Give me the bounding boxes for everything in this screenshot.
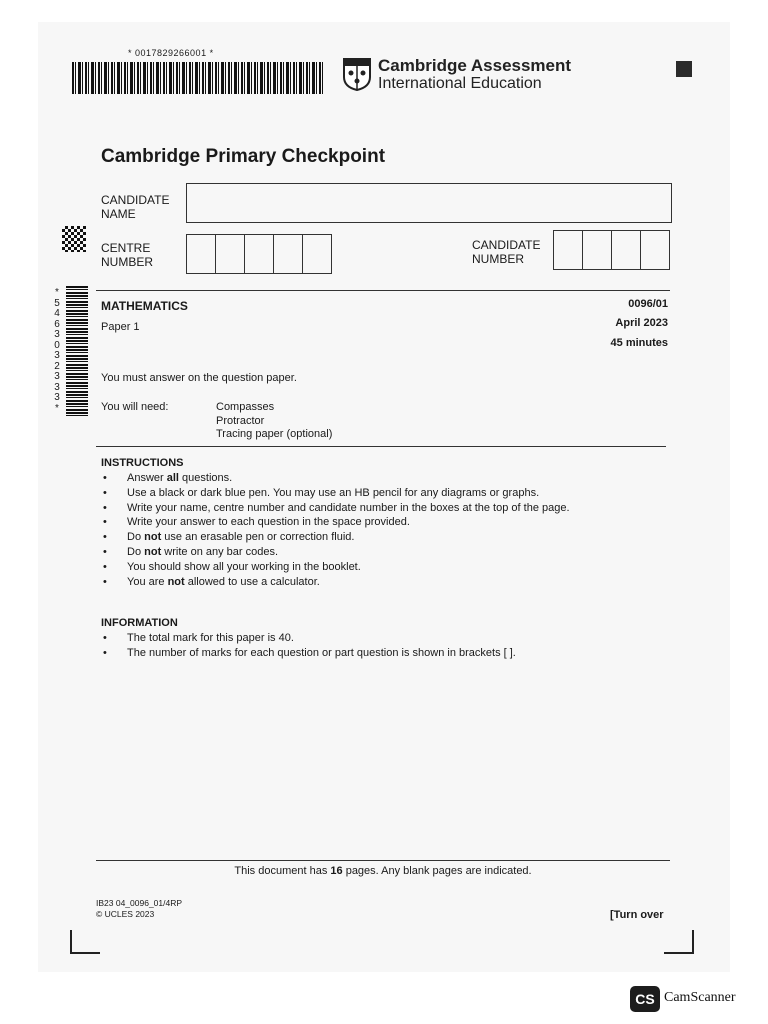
digit-cell[interactable] [612, 231, 641, 269]
candidate-number-field[interactable] [553, 230, 670, 270]
registration-mark [676, 61, 692, 77]
barcode-number: * 0017829266001 * [128, 48, 214, 58]
instructions-list [101, 471, 661, 589]
paper-code: 0096/01 [628, 298, 668, 310]
digit-cell[interactable] [216, 235, 245, 273]
list-item: • Write your name, centre number and candidate number in the boxes at the top of the page. [101, 501, 661, 516]
list-item: • You are not allowed to use a calculator. [101, 575, 661, 590]
you-will-need-label: You will need: [101, 401, 169, 413]
barcode-char: 3 [54, 329, 60, 340]
side-barcode-text [52, 288, 62, 414]
barcode-char: 5 [54, 297, 60, 309]
digit-cell[interactable] [245, 235, 274, 273]
information-list [101, 631, 661, 661]
label-line: NAME [101, 207, 136, 221]
barcode-char: * [55, 402, 59, 414]
list-item: • The total mark for this paper is 40. [101, 631, 661, 646]
equipment-list [216, 401, 332, 442]
label-line: CANDIDATE [101, 193, 170, 207]
barcode-side [66, 286, 88, 416]
barcode-char: 3 [54, 381, 60, 393]
exam-date: April 2023 [615, 317, 668, 329]
barcode-char: 3 [54, 350, 60, 361]
centre-number-field[interactable] [186, 234, 332, 274]
copyright: © UCLES 2023 [96, 909, 155, 919]
barcode-char: 0 [54, 339, 60, 351]
qr-code [62, 226, 86, 252]
instructions-heading: INSTRUCTIONS [101, 457, 184, 469]
candidate-name-field[interactable] [186, 183, 672, 223]
barcode-char: 4 [54, 308, 60, 319]
label-line: CANDIDATE [472, 238, 541, 252]
equipment-item: Protractor [216, 414, 265, 427]
exam-duration: 45 minutes [610, 337, 668, 349]
divider [96, 446, 666, 447]
centre-number-label [101, 241, 153, 269]
barcode-char: 6 [54, 318, 60, 330]
divider [96, 860, 670, 861]
camscanner-logo: CS [630, 986, 660, 1012]
paper-number: Paper 1 [101, 321, 140, 333]
barcode-char: 3 [54, 371, 60, 382]
digit-cell[interactable] [641, 231, 669, 269]
brand-name-line2: International Education [378, 75, 542, 92]
list-item: • Use a black or dark blue pen. You may use an HB pencil for any diagrams or graphs. [101, 486, 661, 501]
brand-name-line1: Cambridge Assessment [378, 56, 572, 75]
candidate-number-label [472, 238, 540, 266]
barcode-char: 3 [54, 392, 60, 403]
divider [96, 290, 670, 291]
answer-on-paper-note: You must answer on the question paper. [101, 372, 297, 384]
page-count-note: This document has 16 pages. Any blank pages are indicated. [234, 865, 532, 877]
digit-cell[interactable] [554, 231, 583, 269]
equipment-item: Tracing paper (optional) [216, 428, 333, 440]
label-line: NUMBER [101, 255, 154, 269]
digit-cell[interactable] [187, 235, 216, 273]
equipment-item: Compasses [216, 401, 275, 413]
list-item: • Answer all questions. [101, 471, 661, 486]
list-item: • Do not use an erasable pen or correction fluid. [101, 530, 661, 545]
list-item: • Do not write on any bar codes. [101, 545, 661, 560]
label-line: CENTRE [101, 241, 151, 255]
page-title: Cambridge Primary Checkpoint [101, 146, 386, 167]
subject-title: MATHEMATICS [101, 299, 188, 313]
candidate-name-label [101, 193, 169, 221]
cambridge-crest-logo [342, 57, 372, 91]
information-heading: INFORMATION [101, 617, 178, 629]
list-item: • The number of marks for each question or part question is shown in brackets [ ]. [101, 646, 661, 661]
list-item: • Write your answer to each question in the space provided. [101, 515, 661, 530]
crop-mark [664, 930, 694, 954]
barcode-top [72, 62, 324, 94]
turn-over: [Turn over [610, 909, 664, 921]
crop-mark [70, 930, 100, 954]
reference-code: IB23 04_0096_01/4RP [96, 898, 183, 908]
digit-cell[interactable] [583, 231, 612, 269]
label-line: NUMBER [472, 252, 525, 266]
digit-cell[interactable] [303, 235, 331, 273]
barcode-char: * [55, 287, 59, 298]
camscanner-watermark: CamScanner [664, 990, 736, 1005]
digit-cell[interactable] [274, 235, 303, 273]
list-item: • You should show all your working in the booklet. [101, 560, 661, 575]
barcode-char: 2 [54, 360, 60, 372]
